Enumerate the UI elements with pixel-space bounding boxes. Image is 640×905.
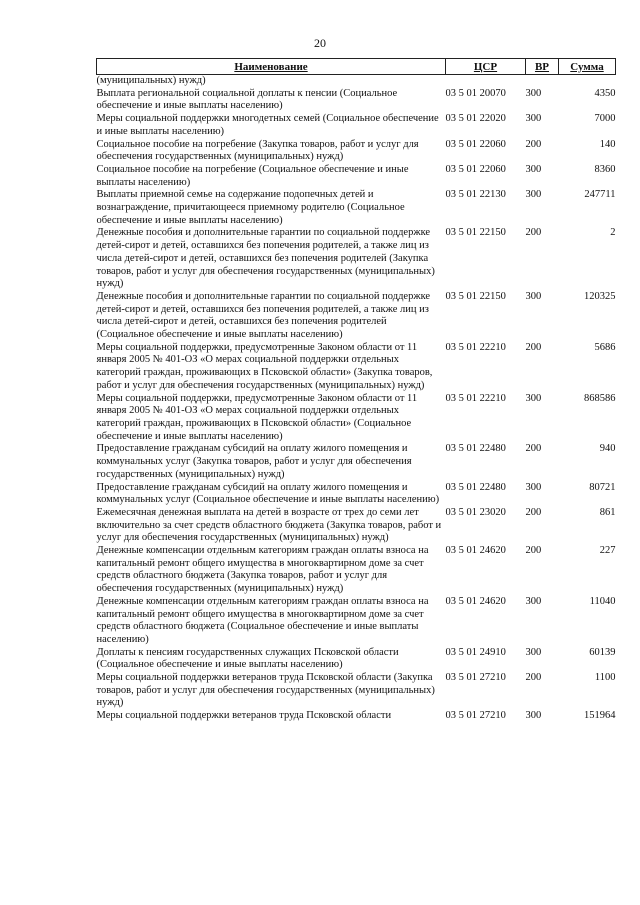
row-name: Денежные компенсации отдельным категориям граждан оплаты взноса на капитальный ремонт общего имущества в многоквартирном доме за счет средств областного бюджета (Социальное обеспечение и иные выплаты населению) <box>96 595 429 645</box>
row-code: 03 5 01 22150 <box>445 227 506 239</box>
row-sum: 151964 <box>584 710 616 722</box>
table-row <box>97 672 616 710</box>
row-name: Меры социальной поддержки многодетных семей (Социальное обеспечение и иные выплаты населению) <box>96 113 439 137</box>
row-vr: 200 <box>525 138 542 150</box>
row-vr: 300 <box>525 646 542 658</box>
row-sum: 140 <box>599 138 616 150</box>
row-code: 03 5 01 27210 <box>445 672 506 684</box>
row-code: 03 5 01 24620 <box>445 545 506 557</box>
row-code: 03 5 01 22060 <box>445 138 506 150</box>
table-row <box>97 189 616 227</box>
page-number: 20 <box>314 36 326 50</box>
row-sum: 60139 <box>589 646 616 658</box>
table-row <box>97 647 616 672</box>
table-row <box>97 545 616 596</box>
table-row <box>97 393 616 444</box>
row-code: 03 5 01 22020 <box>445 113 506 125</box>
row-vr: 200 <box>525 341 542 353</box>
row-vr: 300 <box>525 710 542 722</box>
table-row <box>97 88 616 113</box>
row-code: 03 5 01 20070 <box>445 87 506 99</box>
row-vr: 300 <box>525 163 542 175</box>
row-vr: 300 <box>525 87 542 99</box>
row-vr: 200 <box>525 506 542 518</box>
row-name: Социальное пособие на погребение (Социальное обеспечение и иные выплаты населению) <box>96 163 409 188</box>
table-row <box>97 710 616 723</box>
row-code: 03 5 01 22150 <box>445 290 506 302</box>
table-row <box>97 507 616 545</box>
table-row <box>97 164 616 189</box>
row-code: 03 5 01 22210 <box>445 392 506 404</box>
row-code: 03 5 01 24620 <box>445 595 506 607</box>
row-name: Денежные пособия и дополнительные гарантии по социальной поддержке детей-сирот и детей, оставшихся без попечения родителей, а также лиц из числа детей-сирот и детей, оставшихся без попечения родителей (Закупка товаров, работ и услуг для обеспечения государственных (муниципальных) нужд) <box>96 227 435 290</box>
row-name: Выплата региональной социальной доплаты к пенсии (Социальное обеспечение и иные выплаты населению) <box>96 87 398 112</box>
row-vr: 200 <box>525 227 542 239</box>
row-name: Денежные пособия и дополнительные гарантии по социальной поддержке детей-сирот и детей, оставшихся без попечения родителей, а также лиц из числа детей-сирот и детей, оставшихся без попечения родителей (Социальное обеспечение и иные выплаты населению) <box>96 290 431 341</box>
table-row <box>97 227 616 291</box>
table-row <box>97 113 616 138</box>
row-name: Меры социальной поддержки, предусмотренные Законом области от 11 января 2005 № 401-ОЗ «О мерах социальной поддержки отдельных категорий граждан, проживающих в Псковской области» (Закупка товаров, работ и услуг для обеспечения государственных (муниципальных) нужд) <box>96 341 433 391</box>
row-vr: 200 <box>525 545 542 557</box>
row-code: 03 5 01 23020 <box>445 506 506 518</box>
row-vr: 300 <box>525 481 542 493</box>
row-name: Денежные компенсации отдельным категориям граждан оплаты взноса на капитальный ремонт общего имущества в многоквартирном доме за счет средств областного бюджета (Закупка товаров, работ и услуг для обеспечения государственных (муниципальных) нужд) <box>96 545 429 595</box>
row-sum: 80721 <box>589 481 616 493</box>
row-code: 03 5 01 22130 <box>445 189 506 201</box>
row-sum: 940 <box>599 443 616 455</box>
table-row <box>97 443 616 481</box>
row-sum: 8360 <box>594 163 616 175</box>
row-sum: 247711 <box>584 189 616 201</box>
row-name: Доплаты к пенсиям государственных служащих Псковской области (Социальное обеспечение и иные выплаты населению) <box>96 646 399 671</box>
row-sum: 861 <box>599 506 616 518</box>
row-vr: 200 <box>525 443 542 455</box>
table-row <box>97 291 616 342</box>
row-name: Меры социальной поддержки ветеранов труда Псковской области <box>96 710 392 722</box>
budget-table <box>96 58 616 723</box>
row-code: 03 5 01 24910 <box>445 646 506 658</box>
row-code: 03 5 01 22480 <box>445 481 506 493</box>
row-sum: 7000 <box>594 113 616 125</box>
row-sum: 120325 <box>584 290 616 302</box>
row-vr: 300 <box>525 392 542 404</box>
row-name: Выплаты приемной семье на содержание подопечных детей и вознаграждение, причитающееся приемному родителю (Социальное обеспечение и иные выплаты населению) <box>96 189 405 226</box>
table-header-row <box>97 59 616 75</box>
row-code: 03 5 01 22480 <box>445 443 506 455</box>
row-sum: 4350 <box>594 87 616 99</box>
row-sum: 11040 <box>589 595 616 607</box>
row-name: Предоставление гражданам субсидий на оплату жилого помещения и коммунальных услуг (Социальное обеспечение и иные выплаты населению) <box>96 481 440 506</box>
row-code: 03 5 01 22210 <box>445 341 506 353</box>
row-vr: 300 <box>525 290 542 302</box>
header-name: Наименование <box>97 59 446 75</box>
row-vr: 300 <box>525 113 542 125</box>
header-code: ЦСР <box>446 59 526 75</box>
row-sum: 227 <box>599 545 616 557</box>
row-sum: 2 <box>610 227 616 239</box>
row-name: Социальное пособие на погребение (Закупка товаров, работ и услуг для обеспечения государственных (муниципальных) нужд) <box>96 138 419 163</box>
table-row <box>97 482 616 507</box>
row-vr: 300 <box>525 189 542 201</box>
header-sum: Сумма <box>559 59 616 75</box>
row-code: 03 5 01 22060 <box>445 163 506 175</box>
header-vr: ВР <box>526 59 559 75</box>
row-vr: 300 <box>525 595 542 607</box>
row-code: 03 5 01 27210 <box>445 710 506 722</box>
row-sum: 5686 <box>594 341 616 353</box>
continuation-row <box>97 75 616 88</box>
row-name: Ежемесячная денежная выплата на детей в возрасте от трех до семи лет включительно за счет средств областного бюджета (Закупка товаров, работ и услуг для обеспечения государственных (муниципальных) нужд) <box>96 506 442 544</box>
row-name: Меры социальной поддержки ветеранов труда Псковской области (Закупка товаров, работ и услуг для обеспечения государственных (муниципальных) нужд) <box>96 672 435 709</box>
table-row <box>97 139 616 164</box>
continuation-text: (муниципальных) нужд) <box>96 75 206 86</box>
row-vr: 200 <box>525 672 542 684</box>
row-name: Меры социальной поддержки, предусмотренные Законом области от 11 января 2005 № 401-ОЗ «О мерах социальной поддержки отдельных категорий граждан, проживающих в Псковской области» (Социальное обеспечение и иные выплаты населению) <box>96 392 418 442</box>
row-sum: 868586 <box>584 392 616 404</box>
row-name: Предоставление гражданам субсидий на оплату жилого помещения и коммунальных услуг (Закупка товаров, работ и услуг для обеспечения государственных (муниципальных) нужд) <box>96 443 412 480</box>
row-sum: 1100 <box>594 672 616 684</box>
table-row <box>97 342 616 393</box>
table-row <box>97 596 616 647</box>
